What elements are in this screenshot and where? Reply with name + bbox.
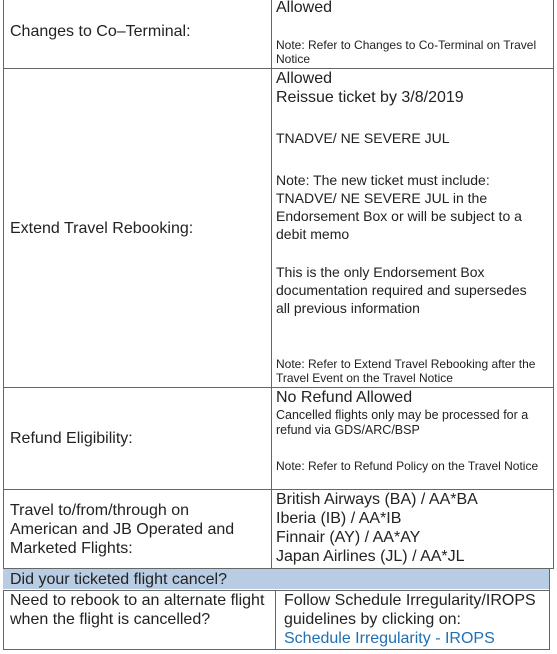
extend-label: Extend Travel Rebooking: (10, 220, 194, 237)
travel-label: Travel to/from/through on American and JB Operated and Marketed Flights: (10, 502, 235, 557)
cancel-banner (3, 569, 549, 589)
carrier-item: Finnair (AY) / AA*AY (276, 529, 421, 546)
extend-code: TNADVE/ NE SEVERE JUL (276, 130, 450, 146)
cancel-banner-text: Did your ticketed flight cancel? (10, 571, 227, 588)
co-terminal-note: Note: Refer to Changes to Co-Terminal on Travel Notice (276, 38, 537, 66)
carrier-item: British Airways (BA) / AA*BA (276, 491, 478, 508)
refund-policy-note: Note: Refer to Refund Policy on the Travel Notice (276, 459, 539, 473)
extend-allowed: Allowed (276, 70, 333, 87)
cancel-row-right-border (549, 590, 550, 650)
cancel-question: Need to rebook to an alternate flight when the flight is cancelled? (10, 592, 265, 628)
banner-right-edge (549, 569, 550, 590)
refund-no-refund: No Refund Allowed (276, 389, 413, 406)
carrier-item: Japan Airlines (JL) / AA*JL (276, 548, 465, 565)
cancel-row-mid-divider (275, 590, 276, 650)
refund-label: Refund Eligibility: (10, 430, 133, 447)
carrier-item: Iberia (IB) / AA*IB (276, 510, 402, 527)
table-right-border (553, 0, 554, 568)
cancel-answer: Follow Schedule Irregularity/IROPS guidelines by clicking on: (284, 592, 536, 628)
table-mid-divider (271, 0, 272, 568)
extend-only-box: This is the only Endorsement Box documentation required and supersedes all previous information (276, 264, 527, 316)
extend-refer-note: Note: Refer to Extend Travel Rebooking after the Travel Event on the Travel Notice (276, 357, 536, 385)
extend-reissue: Reissue ticket by 3/8/2019 (276, 89, 464, 106)
table-bottom-border (3, 649, 550, 650)
cancel-row-left-border (3, 590, 4, 650)
refund-cancelled-note: Cancelled flights only may be processed for a refund via GDS/ARC/BSP (276, 408, 529, 437)
irops-link[interactable]: Schedule Irregularity - IROPS (284, 630, 495, 647)
co-terminal-allowed: Allowed (276, 0, 333, 16)
extend-endorse-note: Note: The new ticket must include: TNADVE/ NE SEVERE JUL in the Endorsement Box or will be subject to a debit memo (276, 172, 522, 242)
table-left-border (3, 0, 4, 568)
co-terminal-label: Changes to Co–Terminal: (10, 23, 191, 40)
